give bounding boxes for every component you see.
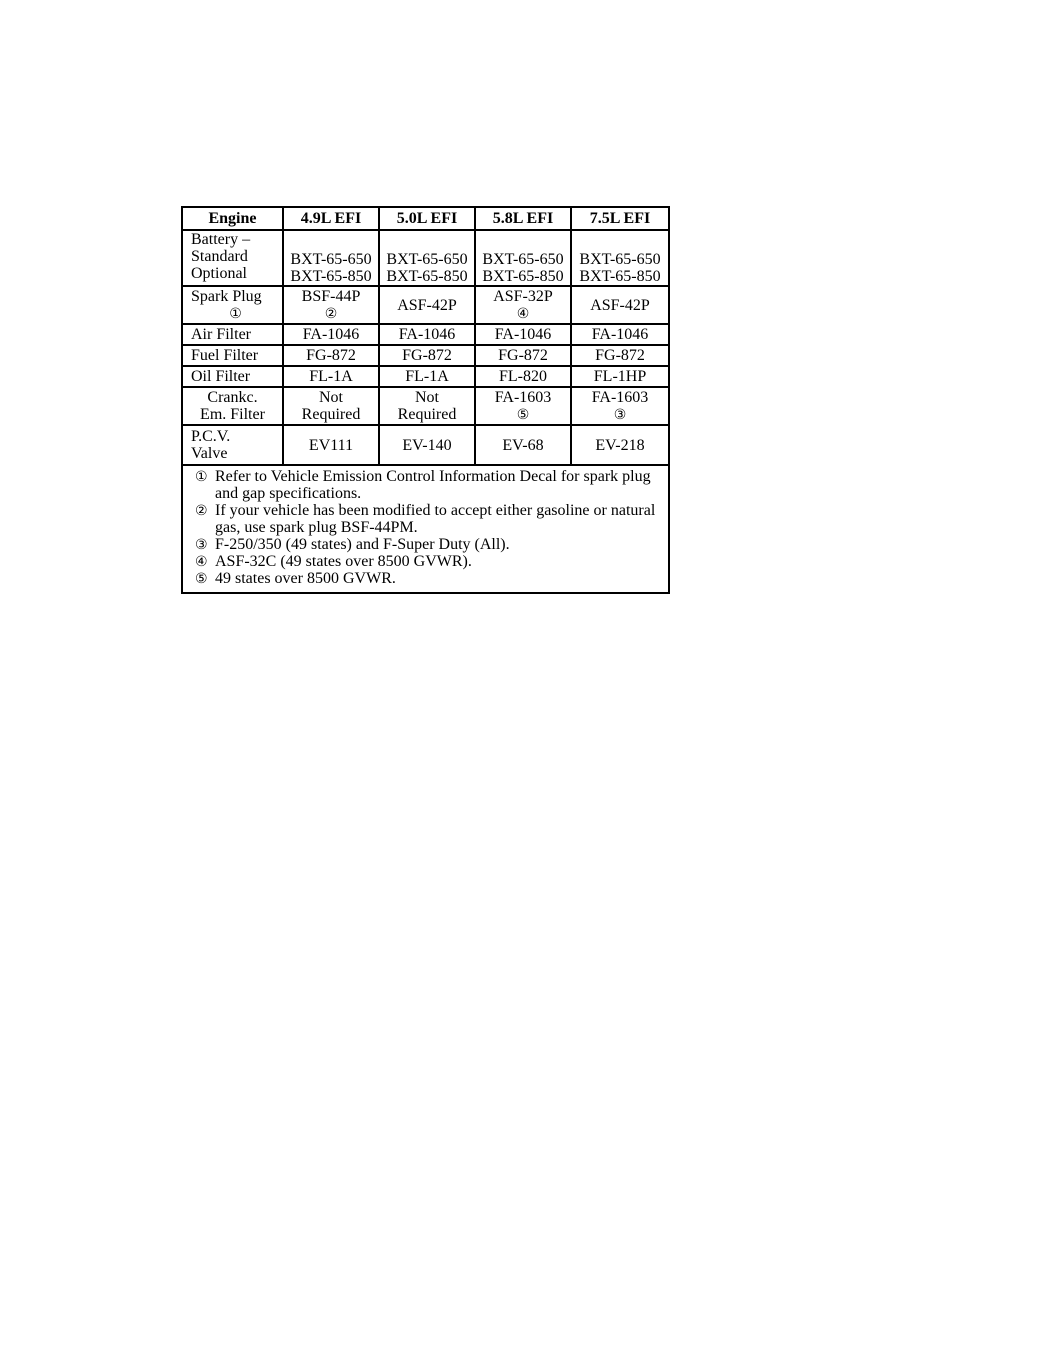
oil-filter-value-5-8l: FL-820 — [475, 366, 571, 387]
footnote-5 — [195, 570, 662, 587]
fuel-filter-value-4-9l: FG-872 — [283, 345, 379, 366]
spark-plug-label: Spark Plug — [191, 288, 262, 305]
header-engine-5-8l: 5.8L EFI — [475, 207, 571, 230]
battery-cell-5-0l — [379, 230, 475, 286]
crankcase-cell-7-5l — [571, 387, 669, 425]
air-filter-value-7-5l: FA-1046 — [571, 324, 669, 345]
footnote-4-symbol: ④ — [195, 554, 208, 570]
crankcase-marker-line — [478, 406, 568, 423]
maintenance-spec-table — [181, 206, 670, 594]
battery-optional-value: BXT-65-850 — [386, 268, 468, 285]
footnote-3-symbol: ③ — [195, 537, 208, 553]
footnote-1-text: Refer to Vehicle Emission Control Information Decal for spark plug and gap specifications. — [215, 468, 651, 502]
footnote-4 — [195, 553, 662, 570]
spark-plug-value: ASF-42P — [397, 296, 457, 314]
row-label-oil-filter: Oil Filter — [182, 366, 283, 387]
crankcase-cell-5-8l — [475, 387, 571, 425]
footnote-2-text: If your vehicle has been modified to accept either gasoline or natural gas, use spark plug BSF-44PM. — [215, 502, 656, 536]
battery-label-line: Standard — [191, 248, 248, 265]
table-row-air-filter — [182, 324, 669, 345]
spark-plug-value: BSF-44P — [301, 288, 361, 305]
crankcase-value-line: FA-1603 — [591, 389, 649, 406]
pcv-label-line: P.C.V. — [191, 428, 231, 445]
spark-plug-cell-5-8l — [475, 286, 571, 324]
footnote-1-symbol: ① — [195, 469, 208, 485]
row-label-fuel-filter: Fuel Filter — [182, 345, 283, 366]
air-filter-value-5-8l: FA-1046 — [475, 324, 571, 345]
oil-filter-value-7-5l: FL-1HP — [571, 366, 669, 387]
crankcase-label-line: Crankc. — [207, 389, 258, 406]
pcv-value-4-9l: EV111 — [283, 425, 379, 465]
footnotes-cell — [182, 465, 669, 593]
fuel-filter-value-7-5l: FG-872 — [571, 345, 669, 366]
table-row-pcv-valve — [182, 425, 669, 465]
maintenance-spec-table-container — [181, 206, 668, 594]
footnote-2-marker: ② — [324, 306, 338, 322]
row-label-battery — [182, 230, 283, 286]
header-engine-7-5l: 7.5L EFI — [571, 207, 669, 230]
spark-plug-cell-5-0l — [379, 286, 475, 324]
battery-optional-value: BXT-65-850 — [482, 268, 564, 285]
crankcase-cell-5-0l — [379, 387, 475, 425]
spark-plug-value: ASF-32P — [493, 288, 553, 305]
battery-cell-5-8l — [475, 230, 571, 286]
crankcase-cell-4-9l — [283, 387, 379, 425]
footnote-5-symbol: ⑤ — [195, 571, 208, 587]
battery-standard-value: BXT-65-650 — [482, 251, 564, 268]
row-label-crankcase-filter — [182, 387, 283, 425]
footnote-5-marker: ⑤ — [516, 407, 530, 423]
fuel-filter-value-5-0l: FG-872 — [379, 345, 475, 366]
table-row-fuel-filter — [182, 345, 669, 366]
crankcase-value-line: FA-1603 — [494, 389, 552, 406]
header-engine: Engine — [182, 207, 283, 230]
battery-standard-value: BXT-65-650 — [386, 251, 468, 268]
spark-plug-cell-4-9l — [283, 286, 379, 324]
spark-plug-cell-7-5l — [571, 286, 669, 324]
header-row — [182, 207, 669, 230]
fuel-filter-value-5-8l: FG-872 — [475, 345, 571, 366]
spark-plug-value: ASF-42P — [590, 296, 650, 314]
crankcase-value-line: Not — [415, 389, 439, 406]
air-filter-value-5-0l: FA-1046 — [379, 324, 475, 345]
table-row-spark-plug — [182, 286, 669, 324]
header-engine-4-9l: 4.9L EFI — [283, 207, 379, 230]
air-filter-value-4-9l: FA-1046 — [283, 324, 379, 345]
footnote-1 — [195, 468, 662, 502]
pcv-value-5-8l: EV-68 — [475, 425, 571, 465]
battery-label-line: Battery – — [191, 231, 251, 248]
battery-optional-value: BXT-65-850 — [579, 268, 661, 285]
pcv-label-line: Valve — [191, 445, 228, 462]
footnote-3-marker: ③ — [613, 407, 627, 423]
battery-optional-value: BXT-65-850 — [290, 268, 372, 285]
battery-cell-4-9l — [283, 230, 379, 286]
spark-plug-marker-line — [286, 305, 376, 322]
crankcase-marker-line — [574, 406, 666, 423]
oil-filter-value-4-9l: FL-1A — [283, 366, 379, 387]
footnote-3-text: F-250/350 (49 states) and F-Super Duty (All). — [215, 536, 510, 553]
crankcase-value-line: Required — [397, 406, 457, 423]
row-label-spark-plug — [182, 286, 283, 324]
footnote-2-symbol: ② — [195, 503, 208, 519]
row-label-pcv-valve — [182, 425, 283, 465]
footnote-2 — [195, 502, 662, 536]
footnote-5-text: 49 states over 8500 GVWR. — [215, 570, 396, 587]
pcv-value-5-0l: EV-140 — [379, 425, 475, 465]
battery-cell-7-5l — [571, 230, 669, 286]
footnote-4-marker: ④ — [516, 306, 530, 322]
table-row-crankcase-filter — [182, 387, 669, 425]
pcv-value-7-5l: EV-218 — [571, 425, 669, 465]
spark-plug-marker-line — [478, 305, 568, 322]
battery-standard-value: BXT-65-650 — [290, 251, 372, 268]
table-row-footnotes — [182, 465, 669, 593]
header-engine-5-0l: 5.0L EFI — [379, 207, 475, 230]
crankcase-value-line: Required — [301, 406, 361, 423]
crankcase-value-line: Not — [319, 389, 343, 406]
battery-label-line: Optional — [191, 265, 247, 282]
battery-standard-value: BXT-65-650 — [579, 251, 661, 268]
spark-plug-label-marker-line — [191, 305, 280, 322]
crankcase-label-line: Em. Filter — [200, 406, 265, 423]
row-label-air-filter: Air Filter — [182, 324, 283, 345]
table-row-oil-filter — [182, 366, 669, 387]
footnote-3 — [195, 536, 662, 553]
oil-filter-value-5-0l: FL-1A — [379, 366, 475, 387]
table-row-battery — [182, 230, 669, 286]
footnote-4-text: ASF-32C (49 states over 8500 GVWR). — [215, 553, 472, 570]
footnote-1-marker: ① — [229, 306, 242, 322]
